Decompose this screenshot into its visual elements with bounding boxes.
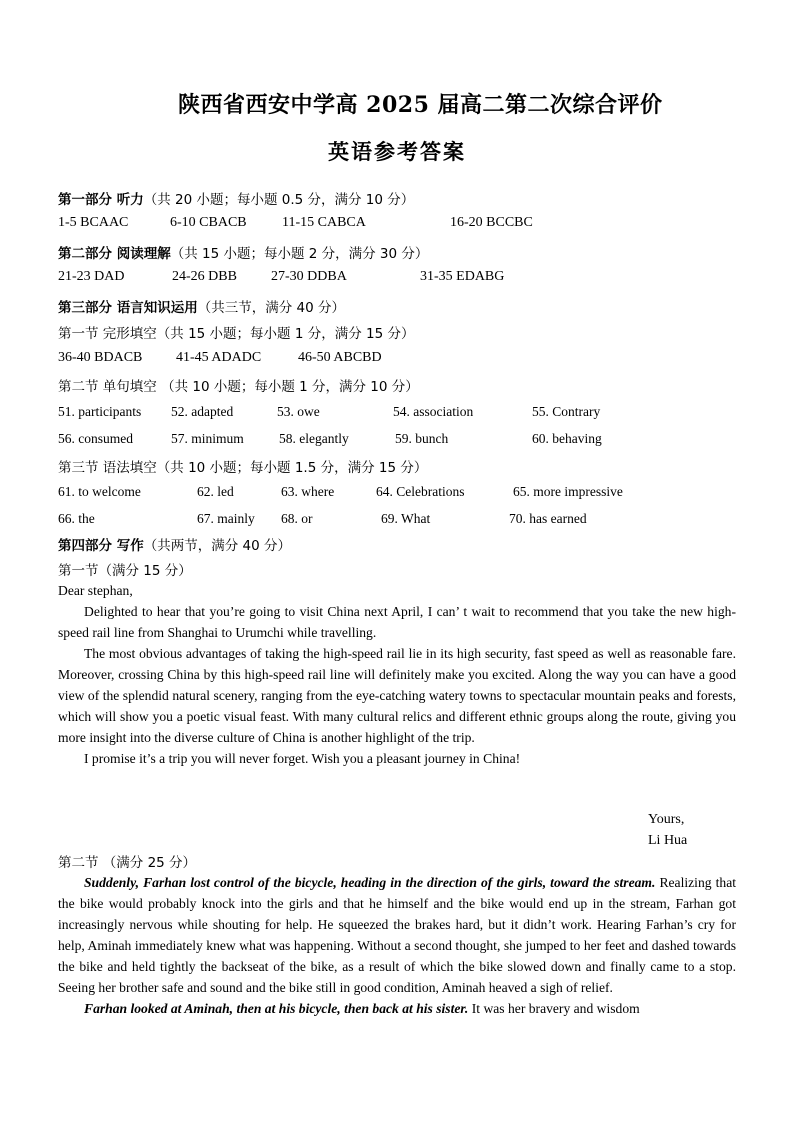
part1-title: 第一部分 听力	[58, 192, 144, 208]
answer-item: 66. the	[58, 511, 95, 526]
part2-scoring: （共 15 小题；每小题 2 分，满分 30 分）	[170, 246, 429, 262]
given-opening-sentence: Farhan looked at Aminah, then at his bicycle, then back at his sister.	[84, 1001, 469, 1016]
part3-sec2-heading: 第二节 单句填空 （共 10 小题；每小题 1 分，满分 10 分）	[58, 379, 419, 395]
story-continuation: Realizing that the bike would probably knock into the girls and that he himself and the bike would end up in the stream, Farhan got increasingly nervous while shouting for help. He squeezed the brakes hard, but it didn’t work. Hearing Farhan’s cry for help, Aminah immediately knew what was happening. Without a second thought, she jumped to her feet and dashed towards the bike and held tightly the backseat of the bike, as a result of which the bike slowed down and finally came to a stop. Seeing her brother safe and sound and the bike still in good condition, Aminah heaved a sigh of relief.	[58, 875, 737, 995]
answer-group: 16-20 BCCBC	[450, 215, 533, 230]
answer-group: 24-26 DBB	[172, 269, 237, 284]
answer-item: 58. elegantly	[279, 431, 349, 446]
part4-title: 第四部分 写作	[58, 538, 144, 554]
answer-item: 69. What	[381, 511, 431, 526]
answer-group: 6-10 CBACB	[170, 215, 247, 230]
answer-item: 55. Contrary	[532, 404, 601, 419]
answer-group: 11-15 CABCA	[282, 215, 366, 230]
part4-sec2-heading: 第二节 （满分 25 分）	[58, 855, 197, 871]
part3-sec1-heading: 第一节 完形填空（共 15 小题；每小题 1 分，满分 15 分）	[58, 326, 415, 342]
answer-group: 31-35 EDABG	[420, 269, 505, 284]
answer-item: 56. consumed	[58, 431, 133, 446]
story-continuation: It was her bravery and wisdom	[468, 1001, 640, 1016]
model-letter	[58, 580, 736, 769]
document-subtitle: 英语参考答案	[328, 139, 466, 164]
answer-item: 54. association	[393, 404, 474, 419]
part3-title: 第三部分 语言知识运用	[58, 300, 198, 316]
story-paragraph	[58, 872, 736, 998]
letter-paragraph: Delighted to hear that you’re going to visit China next April, I can’ t wait to recommend that you take the new high-speed rail line from Shanghai to Urumchi while travelling.	[58, 604, 736, 640]
answer-item: 64. Celebrations	[376, 484, 465, 499]
answer-item: 52. adapted	[171, 404, 234, 419]
answer-item: 65. more impressive	[513, 484, 623, 499]
part1-heading	[58, 188, 414, 208]
answer-group: 36-40 BDACB	[58, 350, 143, 365]
answer-group: 41-45 ADADC	[176, 350, 262, 365]
answer-item: 60. behaving	[532, 431, 602, 446]
answer-item: 70. has earned	[509, 511, 587, 526]
part4-sec1-heading: 第一节（满分 15 分）	[58, 563, 192, 579]
answer-group: 1-5 BCAAC	[58, 215, 129, 230]
answer-group: 27-30 DDBA	[271, 269, 347, 284]
answer-item: 61. to welcome	[58, 484, 141, 499]
part2-title: 第二部分 阅读理解	[58, 246, 171, 262]
letter-paragraph: The most obvious advantages of taking the high-speed rail lie in its high security, fast speed as well as reasonable fare. Moreover, crossing China by this high-speed rail line will definitely make you excited. Along the way you can have a good view of the splendid natural scenery, ranging from the eye-catching watery towns to spectacular mountain peaks and forests, which will show you a poetic visual feast. With many cultural relics and different ethnic groups along the route, giving you more insight into the diverse culture of China is another highlight of the trip.	[58, 646, 736, 745]
given-opening-sentence: Suddenly, Farhan lost control of the bicycle, heading in the direction of the girls, toward the stream.	[84, 875, 656, 890]
answer-item: 59. bunch	[395, 431, 449, 446]
letter-signature: Li Hua	[648, 833, 688, 848]
letter-closing: Yours,	[648, 812, 685, 827]
letter-paragraph: I promise it’s a trip you will never forget. Wish you a pleasant journey in China!	[84, 751, 521, 766]
answer-item: 67. mainly	[197, 511, 255, 526]
answer-item: 57. minimum	[171, 431, 244, 446]
part3-sec3-heading: 第三节 语法填空（共 10 小题；每小题 1.5 分，满分 15 分）	[58, 460, 428, 476]
story-paragraph	[58, 998, 736, 1019]
answer-item: 51. participants	[58, 404, 142, 419]
part4-scoring: （共两节，满分 40 分）	[143, 538, 291, 554]
part4-heading	[58, 534, 291, 554]
part3-heading	[58, 296, 345, 316]
part3-scoring: （共三节，满分 40 分）	[197, 300, 345, 316]
part1-scoring: （共 20 小题；每小题 0.5 分，满分 10 分）	[143, 192, 415, 208]
document-title: 陕西省西安中学高 2025 届高二第二次综合评价	[178, 92, 663, 118]
answer-item: 68. or	[281, 511, 313, 526]
letter-greeting: Dear stephan,	[58, 583, 133, 598]
model-story	[58, 872, 736, 1019]
answer-item: 63. where	[281, 484, 335, 499]
answer-item: 53. owe	[277, 404, 320, 419]
part2-heading	[58, 242, 428, 262]
answer-group: 21-23 DAD	[58, 269, 125, 284]
answer-group: 46-50 ABCBD	[298, 350, 382, 365]
answer-item: 62. led	[197, 484, 234, 499]
